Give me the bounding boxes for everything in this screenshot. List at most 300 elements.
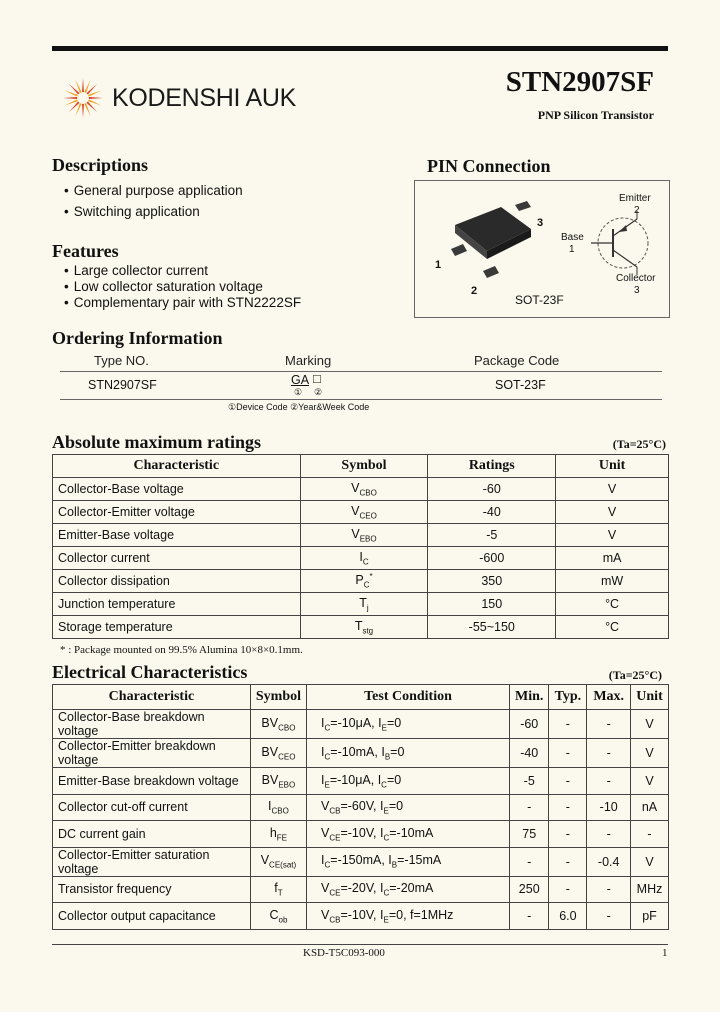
ec-cell-typ (549, 768, 587, 795)
table-header-row (53, 455, 669, 478)
ec-title: Electrical Characteristics (52, 662, 248, 682)
amr-cell-symbol (300, 547, 428, 570)
pin-2-label: 2 (471, 285, 478, 297)
symbol-main: BV (261, 744, 279, 759)
emitter-label: Emitter (619, 193, 651, 204)
cell-text: -10 (599, 800, 618, 815)
ordering-note: ①Device Code ②Year&Week Code (228, 402, 370, 412)
cond-sym: I (321, 853, 325, 868)
symbol-sub: CEO (278, 752, 296, 762)
cond-val: =-10mA (389, 825, 434, 840)
cond-sub: C (324, 723, 331, 733)
logo-ray (82, 78, 84, 92)
cell-text: -5 (486, 528, 498, 542)
symbol-sup: * (369, 572, 373, 582)
ec-cell-unit (631, 739, 669, 768)
ec-cell-typ (549, 710, 587, 739)
ec-cell-unit (631, 821, 669, 848)
ec-cell-max (587, 903, 631, 930)
cell-text: V (645, 773, 654, 788)
ec-cell-min (510, 794, 549, 821)
ec-cell-characteristic (53, 821, 251, 848)
ec-cell-min (510, 903, 549, 930)
cell-text: nA (641, 800, 658, 815)
lead-3-icon (515, 201, 531, 211)
ec-condition: (Ta=25°C) (608, 668, 662, 682)
cell-text: 75 (522, 826, 537, 841)
symbol-sub: EBO (278, 780, 296, 789)
part-subtitle: PNP Silicon Transistor (537, 108, 654, 122)
ordering-divider (60, 371, 662, 372)
pin-connection-title: PIN Connection (427, 156, 551, 176)
cond-sub: C (324, 860, 331, 870)
ec-cell-characteristic (53, 847, 251, 876)
amr-cell-symbol (300, 616, 428, 639)
ec-cell-typ (549, 739, 587, 768)
cell-text: V (607, 528, 617, 542)
ec-cell-test-condition (307, 710, 510, 739)
ec-cell-min (510, 710, 549, 739)
symbol-main: BV (261, 715, 279, 730)
cond-sub: E (383, 806, 389, 816)
symbol-sub: CEO (359, 511, 377, 521)
amr-cell-rating (428, 570, 556, 593)
amr-cell-characteristic (53, 501, 301, 524)
cell-text: - (606, 746, 611, 760)
cell-text: - (565, 826, 570, 841)
cell-text: mW (600, 574, 624, 588)
cell-text: Collector current (58, 551, 150, 565)
ec-cell-symbol (250, 768, 306, 795)
cond-sub: CE (329, 888, 341, 898)
symbol-sub: FE (276, 833, 288, 842)
amr-cell-symbol (300, 570, 428, 593)
symbol-sub: j (366, 603, 369, 613)
ec-cell-characteristic (53, 739, 251, 768)
cond-val: =-15mA (397, 853, 442, 868)
table-row (53, 501, 669, 524)
cell-text: - (565, 882, 570, 897)
cell-text: V (645, 717, 654, 731)
cell-text: Junction temperature (58, 597, 176, 611)
pin-connection-box (414, 180, 670, 318)
cell-text: - (565, 717, 570, 731)
list-item: • Large collector current (64, 263, 301, 279)
ec-cell-symbol (250, 847, 306, 876)
cond-sym: I (379, 907, 384, 922)
cond-val: =-10V, (340, 907, 380, 922)
base-pin-number: 1 (569, 244, 575, 255)
list-item: • Low collector saturation voltage (64, 279, 301, 295)
table-row (53, 768, 669, 795)
cell-text: - (606, 826, 611, 841)
amr-cell-unit (556, 547, 669, 570)
ec-cell-typ (549, 794, 587, 821)
cell-text: Collector-Emitter voltage (58, 505, 195, 519)
cell-text: - (606, 717, 611, 731)
cond-sym: I (321, 715, 325, 730)
ec-cell-min (510, 739, 549, 768)
ec-header-max: Max. (587, 685, 631, 710)
cell-text: Collector cut-off current (58, 800, 188, 815)
cond-sym: I (379, 881, 384, 895)
ordering-header-package: Package Code (474, 353, 560, 368)
ec-cell-symbol (250, 876, 306, 903)
cell-text: Collector-Emitter saturation voltage (58, 847, 210, 876)
ec-cell-min (510, 768, 549, 795)
ec-cell-test-condition (307, 821, 510, 848)
symbol-main: f (274, 881, 278, 895)
cell-text: - (647, 826, 652, 841)
cell-text: V (607, 505, 617, 519)
table-row (53, 876, 669, 903)
cell-text: - (565, 773, 570, 788)
cond-val: =-10μA, (329, 772, 378, 787)
cell-text: -5 (523, 773, 535, 788)
cell-text: MHz (636, 882, 663, 897)
logo-ray (89, 97, 103, 99)
amr-cell-symbol (300, 478, 428, 501)
cond-sym: I (381, 744, 385, 759)
cell-text: - (565, 800, 570, 815)
symbol-sub: CBO (271, 806, 289, 816)
ec-header-typ: Typ. (549, 685, 587, 710)
amr-cell-symbol (300, 524, 428, 547)
pin-3-label: 3 (537, 217, 544, 229)
symbol-main: V (351, 481, 360, 496)
symbol-sub: T (277, 888, 283, 898)
cond-sub: B (391, 860, 398, 870)
amr-cell-symbol (300, 593, 428, 616)
cond-sub: C (324, 752, 331, 762)
ec-cell-max (587, 768, 631, 795)
symbol-main: C (269, 907, 279, 922)
amr-condition: (Ta=25°C) (612, 437, 666, 451)
table-row (53, 821, 669, 848)
symbol-sub: CE(sat) (269, 860, 297, 870)
list-item: • Switching application (64, 201, 243, 222)
symbol-sub: stg (362, 626, 374, 636)
ec-header-symbol: Symbol (250, 685, 306, 710)
ec-cell-test-condition (307, 903, 510, 930)
amr-cell-unit (556, 501, 669, 524)
table-row (53, 570, 669, 593)
ec-cell-unit (631, 710, 669, 739)
table-row (53, 524, 669, 547)
cell-text: V (645, 746, 654, 760)
cond-val: =0 (388, 799, 404, 813)
symbol-main: BV (261, 772, 279, 787)
table-row (53, 903, 669, 930)
cell-text: 150 (481, 597, 503, 611)
cond-val: =-10V, (340, 825, 380, 840)
ec-header-min: Min. (510, 685, 549, 710)
ec-cell-unit (631, 903, 669, 930)
ordering-header-type: Type NO. (94, 353, 149, 368)
cond-val: =0 (390, 744, 405, 759)
ec-cell-typ (549, 903, 587, 930)
symbol-main: h (269, 825, 277, 840)
collector-label: Collector (616, 273, 656, 284)
ec-cell-test-condition (307, 739, 510, 768)
ec-cell-test-condition (307, 876, 510, 903)
amr-title: Absolute maximum ratings (52, 432, 262, 452)
symbol-main: P (355, 573, 364, 588)
features-title: Features (52, 241, 119, 261)
amr-cell-rating (428, 547, 556, 570)
ec-cell-max (587, 876, 631, 903)
cell-text: V (645, 854, 654, 869)
cond-sym: V (321, 799, 330, 813)
table-header-row (53, 685, 669, 710)
package-label: SOT-23F (515, 293, 564, 307)
symbol-main: V (260, 853, 270, 868)
amr-cell-characteristic (53, 478, 301, 501)
ec-cell-unit (631, 794, 669, 821)
cell-text: -40 (520, 746, 539, 760)
ordering-marking-c2: ② (314, 387, 323, 397)
cond-sub: E (383, 915, 389, 924)
cell-text: -60 (482, 482, 501, 496)
ec-cell-characteristic (53, 768, 251, 795)
cond-sub: C (381, 780, 387, 789)
symbol-sub: EBO (359, 534, 377, 544)
cond-sym: I (379, 799, 384, 813)
pin-1-label: 1 (435, 259, 442, 271)
cell-text: -600 (479, 551, 505, 565)
amr-cell-rating (428, 501, 556, 524)
table-row (53, 847, 669, 876)
ordering-header-marking: Marking (285, 353, 332, 368)
cond-sub: C (383, 833, 390, 842)
header-rule (52, 46, 668, 51)
footer-doc-code: KSD-T5C093-000 (303, 947, 385, 959)
amr-cell-characteristic (53, 547, 301, 570)
amr-footnote: * : Package mounted on 99.5% Alumina 10×8×0.1mm. (60, 644, 303, 656)
symbol-sub: C (363, 580, 370, 590)
table-row (53, 739, 669, 768)
cell-text: - (606, 882, 611, 897)
cond-sym: V (321, 881, 330, 895)
cell-text: - (527, 854, 532, 869)
sunburst-logo-icon (62, 77, 104, 119)
cond-sym: V (321, 907, 330, 922)
symbol-main: I (268, 799, 272, 813)
cell-text: - (606, 773, 611, 788)
amr-cell-rating (428, 616, 556, 639)
footer-rule (52, 944, 668, 945)
amr-cell-rating (428, 524, 556, 547)
amr-cell-symbol (300, 501, 428, 524)
ec-cell-typ (549, 876, 587, 903)
lead-2-icon (483, 266, 499, 278)
cell-text: Emitter-Base breakdown voltage (58, 773, 239, 788)
cell-text: - (565, 746, 570, 760)
ec-cell-symbol (250, 710, 306, 739)
cond-val: =-60V, (340, 799, 380, 813)
amr-cell-characteristic (53, 593, 301, 616)
part-number: STN2907SF (505, 66, 654, 98)
ec-cell-max (587, 847, 631, 876)
cell-text: -0.4 (597, 854, 620, 869)
amr-header-symbol: Symbol (300, 455, 428, 478)
ec-cell-test-condition (307, 768, 510, 795)
amr-header-ratings: Ratings (428, 455, 556, 478)
cell-text: Collector-Base breakdown voltage (58, 710, 205, 738)
cell-text: - (527, 800, 532, 815)
ordering-marking-box: □ (313, 371, 321, 386)
ec-cell-characteristic (53, 876, 251, 903)
symbol-sub: C (362, 557, 369, 567)
list-item: • General purpose application (64, 180, 243, 201)
cell-text: Collector output capacitance (58, 908, 216, 923)
descriptions-title: Descriptions (52, 155, 148, 175)
ec-cell-test-condition (307, 794, 510, 821)
cell-text: Transistor frequency (58, 882, 172, 897)
amr-cell-unit (556, 478, 669, 501)
ec-header-unit: Unit (631, 685, 669, 710)
ec-cell-min (510, 821, 549, 848)
cell-text: Collector-Emitter breakdown voltage (58, 739, 216, 767)
cell-text: pF (642, 908, 657, 923)
cond-val: =-10mA, (330, 744, 382, 759)
cell-text: mA (602, 551, 622, 565)
symbol-main: V (351, 504, 360, 519)
amr-cell-rating (428, 593, 556, 616)
symbol-sub: CBO (278, 723, 296, 733)
symbol-main: T (359, 596, 367, 611)
collector-pin-number: 3 (634, 285, 640, 296)
ec-header-characteristic: Characteristic (53, 685, 251, 710)
cell-text: - (527, 908, 532, 923)
ec-table (52, 684, 669, 930)
ordering-marking-value: GA (291, 373, 310, 387)
cell-text: -60 (520, 717, 539, 731)
logo-ray (82, 104, 84, 118)
amr-cell-rating (428, 478, 556, 501)
ec-cell-unit (631, 876, 669, 903)
ec-cell-test-condition (307, 847, 510, 876)
ec-cell-symbol (250, 739, 306, 768)
cond-sub: CB (329, 806, 341, 816)
amr-cell-characteristic (53, 524, 301, 547)
cond-sub: E (324, 780, 330, 789)
cond-val: =0 (386, 715, 402, 730)
ec-cell-max (587, 710, 631, 739)
cond-sym: I (388, 853, 392, 868)
cond-sub: CB (329, 915, 341, 924)
table-row (53, 478, 669, 501)
amr-cell-unit (556, 524, 669, 547)
cell-text: - (606, 908, 611, 923)
table-row (53, 616, 669, 639)
logo-text: KODENSHI AUK (112, 83, 296, 112)
cond-sub: E (381, 723, 387, 733)
amr-header-characteristic: Characteristic (53, 455, 301, 478)
amr-cell-characteristic (53, 616, 301, 639)
cond-sub: B (384, 752, 391, 762)
amr-cell-characteristic (53, 570, 301, 593)
ec-cell-characteristic (53, 710, 251, 739)
company-logo (62, 76, 296, 120)
ec-cell-characteristic (53, 794, 251, 821)
cell-text: Collector-Base voltage (58, 482, 184, 496)
ec-cell-max (587, 821, 631, 848)
footer-page-number: 1 (662, 947, 668, 959)
cell-text: -55~150 (468, 620, 515, 634)
cond-sym: I (321, 772, 325, 787)
cell-text: 350 (481, 574, 503, 588)
ec-cell-symbol (250, 821, 306, 848)
ec-cell-typ (549, 847, 587, 876)
ordering-title: Ordering Information (52, 328, 223, 348)
table-row (53, 547, 669, 570)
features-list (64, 263, 301, 311)
amr-cell-unit (556, 616, 669, 639)
ec-cell-typ (549, 821, 587, 848)
cond-val: =0, f=1MHz (388, 907, 454, 922)
emitter-arrow-icon (619, 225, 627, 232)
cell-text: 6.0 (559, 908, 577, 923)
cond-val: =-150mA, (330, 853, 389, 868)
cell-text: DC current gain (58, 826, 146, 841)
ec-header-test-condition: Test Condition (307, 685, 510, 710)
amr-header-unit: Unit (556, 455, 669, 478)
ordering-marking-c1: ① (294, 387, 303, 397)
ordering-type-value: STN2907SF (88, 378, 157, 392)
cond-sym: I (379, 825, 384, 840)
lead-1-icon (451, 244, 467, 256)
amr-table (52, 454, 669, 639)
ordering-bottom-divider (60, 399, 662, 400)
table-row (53, 794, 669, 821)
symbol-main: V (351, 527, 360, 542)
emitter-pin-number: 2 (634, 205, 640, 216)
ec-cell-unit (631, 768, 669, 795)
cell-text: Collector dissipation (58, 574, 170, 588)
cond-val: =-20V, (340, 881, 380, 895)
cell-text: °C (605, 620, 620, 634)
cell-text: V (607, 482, 617, 496)
cell-text: -40 (482, 505, 501, 519)
amr-cell-unit (556, 593, 669, 616)
cell-text: - (565, 854, 570, 869)
ec-cell-min (510, 876, 549, 903)
ec-cell-symbol (250, 903, 306, 930)
cond-val: =-10μA, (330, 715, 379, 730)
cond-sym: V (321, 825, 330, 840)
cell-text: Storage temperature (58, 620, 173, 634)
cond-sym: I (377, 772, 382, 787)
cond-sym: I (321, 744, 325, 759)
table-row (53, 593, 669, 616)
ordering-package-value: SOT-23F (495, 378, 546, 392)
ec-cell-max (587, 794, 631, 821)
logo-ray (63, 97, 77, 99)
package-top-icon (455, 207, 531, 251)
cell-text: 250 (518, 882, 540, 897)
base-label: Base (561, 232, 584, 243)
ec-cell-symbol (250, 794, 306, 821)
cell-text: Emitter-Base voltage (58, 528, 175, 542)
cond-sub: CE (329, 833, 341, 842)
symbol-main: T (354, 619, 363, 634)
list-item: • Complementary pair with STN2222SF (64, 295, 301, 311)
ec-cell-unit (631, 847, 669, 876)
ec-cell-characteristic (53, 903, 251, 930)
symbol-main: I (359, 550, 363, 565)
symbol-sub: CBO (359, 488, 377, 498)
